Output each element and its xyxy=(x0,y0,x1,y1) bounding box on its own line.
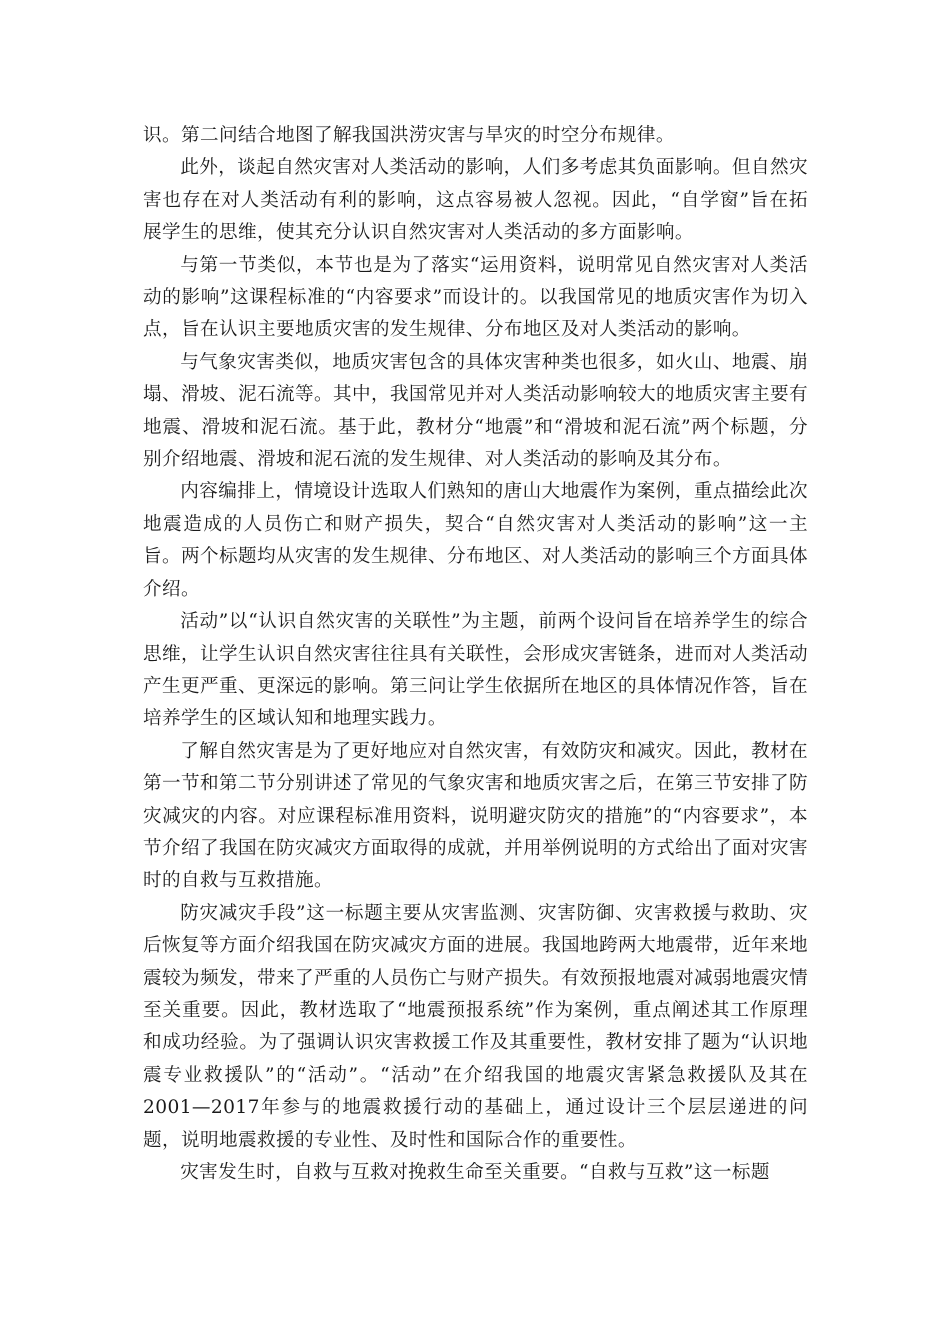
paragraph: 防灾减灾手段”这一标题主要从灾害监测、灾害防御、灾害救援与救助、灾后恢复等方面介绍我国在防灾减灾方面的进展。我国地跨两大地震带，近年来地震较为频发，带来了严重的人员伤亡与财产损失。有效预报地震对减弱地震灾情至关重要。因此，教材选取了“地震预报系统”作为案例，重点阐述其工作原理和成功经验。为了强调认识灾害救援工作及其重要性，教材安排了题为“认识地震专业救援队”的“活动”。“活动”在介绍我国的地震灾害紧急救援队及其在2001—2017年参与的地震救援行动的基础上，通过设计三个层层递进的问题，说明地震救援的专业性、及时性和国际合作的重要性。 xyxy=(143,902,808,1151)
paragraph: 识。第二问结合地图了解我国洪涝灾害与旱灾的时空分布规律。 xyxy=(143,125,675,146)
paragraph: 活动”以“认识自然灾害的关联性”为主题，前两个设问旨在培养学生的综合思维，让学生认识自然灾害往往具有关联性，会形成灾害链条，进而对人类活动产生更严重、更深远的影响。第三问让学生依据所在地区的具体情况作答，旨在培养学生的区域认知和地理实践力。 xyxy=(143,611,808,730)
paragraph: 与第一节类似，本节也是为了落实“运用资料，说明常见自然灾害对人类活动的影响”这课程标准的“内容要求”而设计的。以我国常见的地质灾害作为切入点，旨在认识主要地质灾害的发生规律、分布地区及对人类活动的影响。 xyxy=(143,254,808,341)
paragraph: 与气象灾害类似，地质灾害包含的具体灾害种类也很多，如火山、地震、崩塌、滑坡、泥石流等。其中，我国常见并对人类活动影响较大的地质灾害主要有地震、滑坡和泥石流。基于此，教材分“地震”和“滑坡和泥石流”两个标题，分别介绍地震、滑坡和泥石流的发生规律、对人类活动的影响及其分布。 xyxy=(143,351,808,471)
paragraph: 了解自然灾害是为了更好地应对自然灾害，有效防灾和减灾。因此，教材在第一节和第二节分别讲述了常见的气象灾害和地质灾害之后，在第三节安排了防灾减灾的内容。对应课程标准用资料，说明避灾防灾的措施”的“内容要求”，本节介绍了我国在防灾减灾方面取得的成就，并用举例说明的方式给出了面对灾害时的自救与互救措施。 xyxy=(143,740,808,892)
paragraph: 此外，谈起自然灾害对人类活动的影响，人们多考虑其负面影响。但自然灾害也存在对人类活动有利的影响，这点容易被人忽视。因此，“自学窗”旨在拓展学生的思维，使其充分认识自然灾害对人类活动的多方面影响。 xyxy=(143,157,808,244)
document-body xyxy=(143,120,808,1189)
paragraph: 灾害发生时，自救与互救对挽救生命至关重要。“自救与互救”这一标题 xyxy=(180,1162,770,1183)
paragraph: 内容编排上，情境设计选取人们熟知的唐山大地震作为案例，重点描绘此次地震造成的人员伤亡和财产损失，契合“自然灾害对人类活动的影响”这一主旨。两个标题均从灾害的发生规律、分布地区、对人类活动的影响三个方面具体介绍。 xyxy=(143,481,808,600)
